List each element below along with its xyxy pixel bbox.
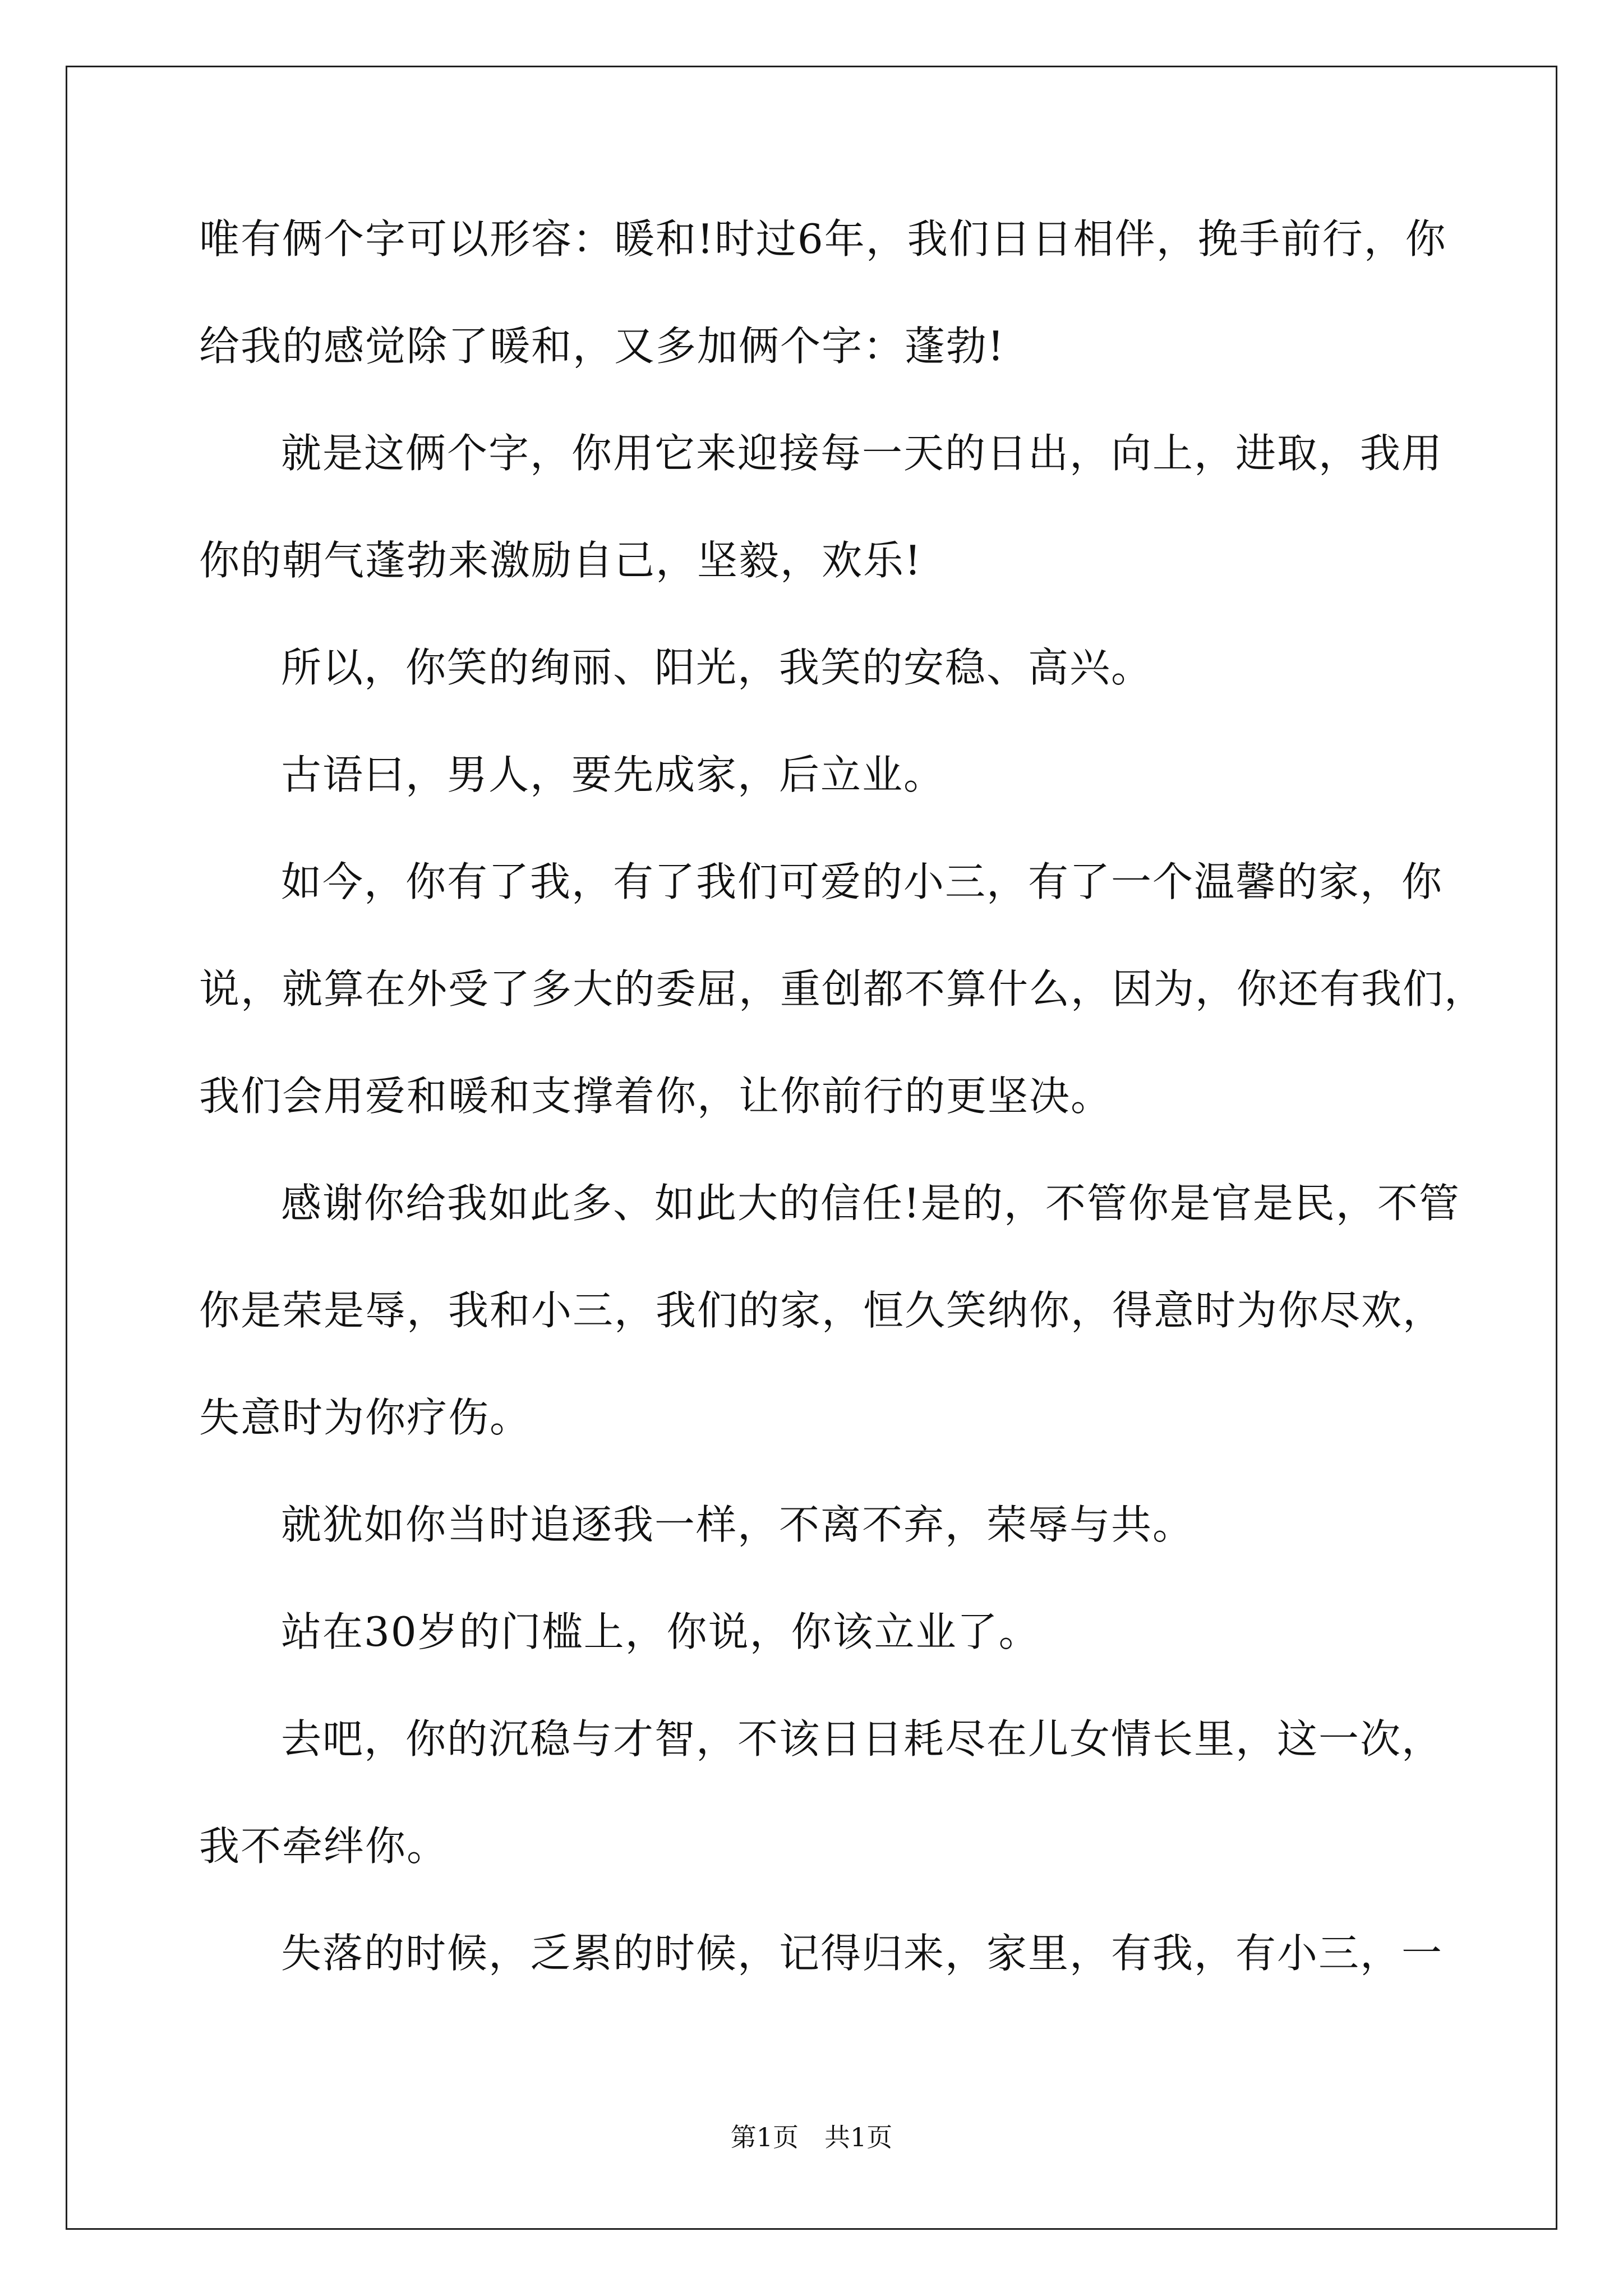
text-line-5: 所以，你笑的绚丽、阳光，我笑的安稳、高兴。 — [281, 644, 1153, 691]
text-line-6: 古语曰，男人，要先成家，后立业。 — [281, 751, 946, 798]
text-line-8: 说，就算在外受了多大的委屈，重创都不算什么，因为，你还有我们， — [199, 965, 1486, 1013]
text-line-12: 失意时为你疗伤。 — [199, 1394, 532, 1441]
text-line-7: 如今，你有了我，有了我们可爱的小三，有了一个温馨的家，你 — [281, 858, 1444, 905]
text-line-9: 我们会用爱和暖和支撑着你，让你前行的更坚决。 — [199, 1073, 1113, 1120]
text-line-10: 感谢你给我如此多、如此大的信任!是的，不管你是官是民，不管 — [281, 1180, 1460, 1227]
text-line-2: 给我的感觉除了暖和，又多加俩个字：蓬勃! — [199, 323, 1005, 370]
document-body — [199, 215, 1486, 2038]
page-footer: 第1页 共1页 — [730, 2122, 893, 2152]
text-line-14: 站在30岁的门槛上，你说，你该立业了。 — [281, 1608, 1040, 1655]
text-line-1: 唯有俩个字可以形容：暖和!时过6年，我们日日相伴，挽手前行，你 — [199, 215, 1447, 263]
text-line-15: 去吧，你的沉稳与才智，不该日日耗尽在儿女情长里，这一次， — [281, 1715, 1444, 1763]
text-line-13: 就犹如你当时追逐我一样，不离不弃，荣辱与共。 — [281, 1501, 1195, 1548]
text-line-11: 你是荣是辱，我和小三，我们的家，恒久笑纳你，得意时为你尽欢， — [199, 1287, 1445, 1334]
text-line-4: 你的朝气蓬勃来激励自己，坚毅，欢乐! — [199, 537, 922, 584]
text-line-17: 失落的时候，乏累的时候，记得归来，家里，有我，有小三，一 — [281, 1930, 1444, 1977]
text-line-3: 就是这俩个字，你用它来迎接每一天的日出，向上，进取，我用 — [281, 430, 1444, 477]
text-line-16: 我不牵绊你。 — [199, 1823, 449, 1870]
